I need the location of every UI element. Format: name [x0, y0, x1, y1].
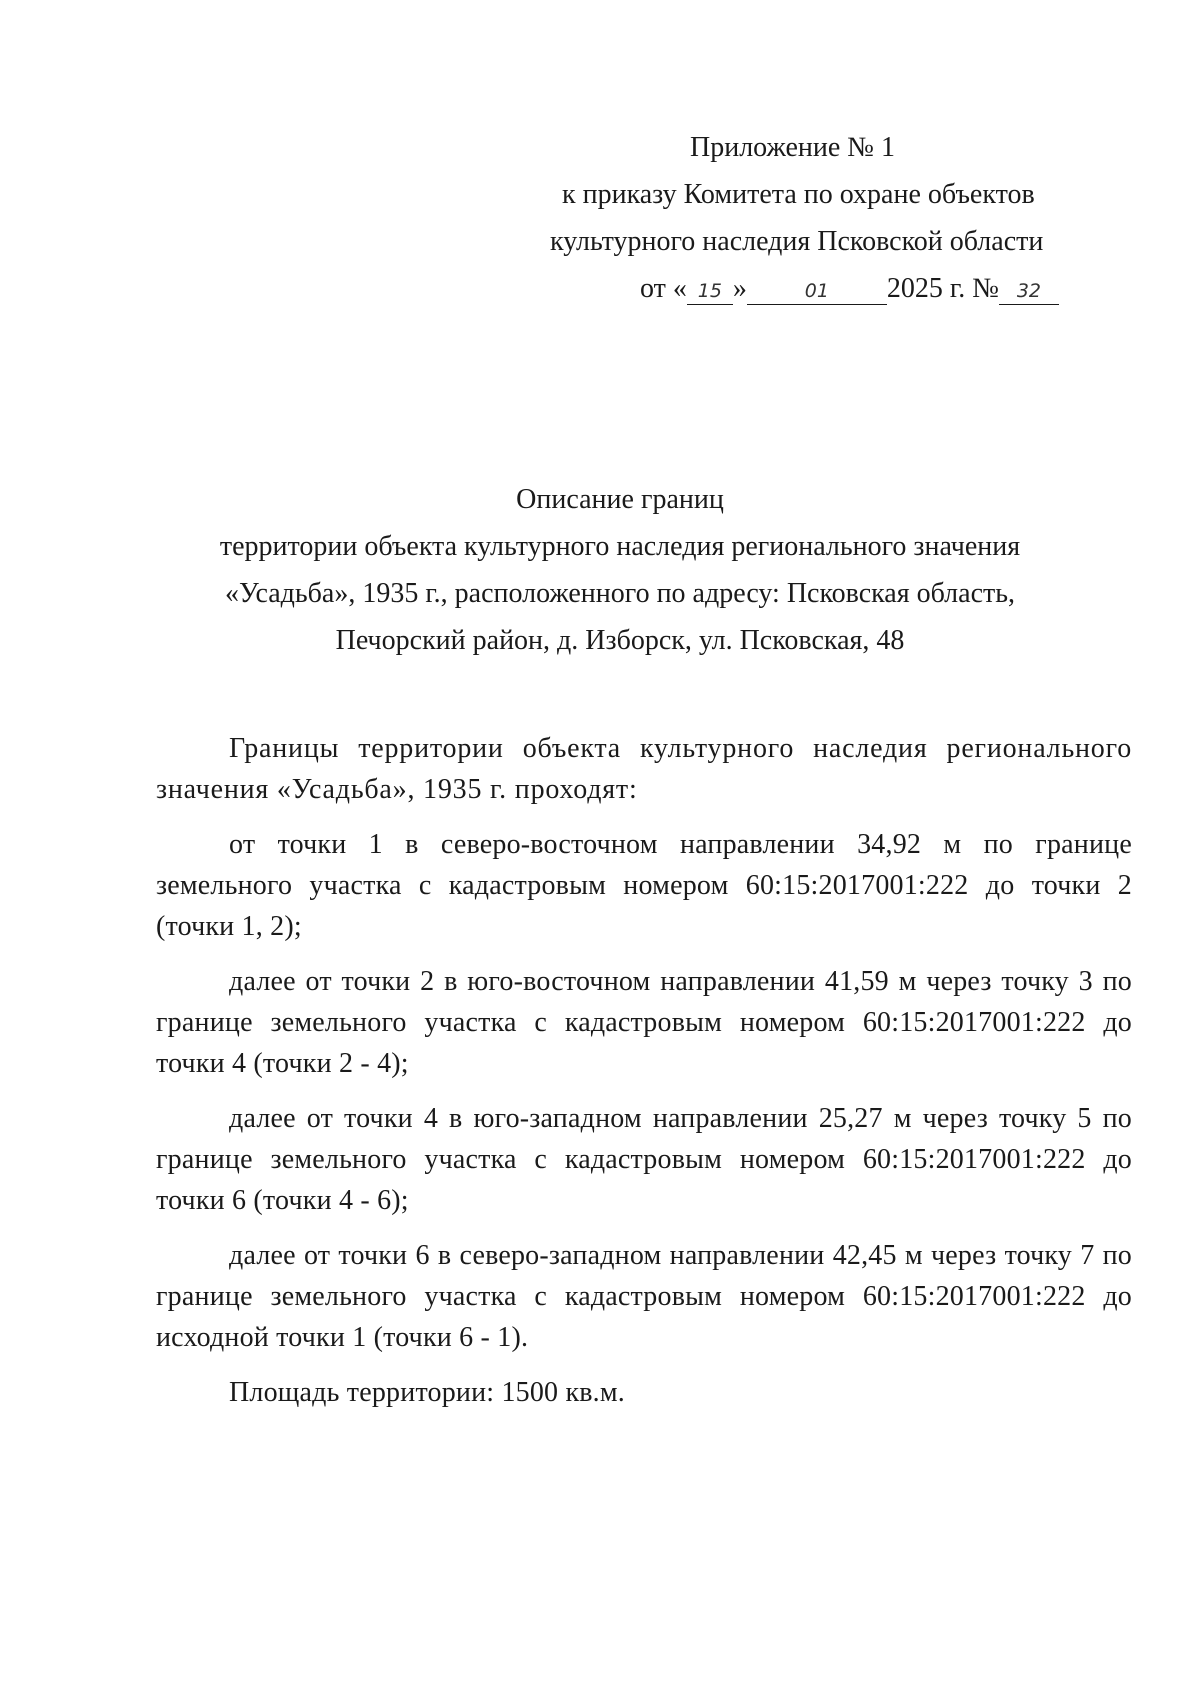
- annex-date-line: [560, 265, 1080, 312]
- document-body: [156, 728, 1132, 1427]
- year-text: 2025 г. №: [886, 273, 999, 304]
- document-heading: [150, 476, 1090, 664]
- paragraph-area: Площадь территории: 1500 кв.м.: [229, 1377, 626, 1408]
- annex-order-ref: к приказу Комитета по охране объектов: [562, 179, 1035, 210]
- number-handwritten: 32: [1016, 280, 1042, 302]
- paragraph-point-1: от точки 1 в северо-восточном направлении 34,92 м по границе земельного участка с кадастровым номером 60:15:2017001:222 до точки 2 (точки 1, 2);: [156, 829, 1132, 942]
- heading-title: Описание границ: [516, 484, 724, 515]
- annex-committee: культурного наследия Псковской области: [550, 226, 1044, 257]
- day-blank: [687, 274, 733, 305]
- number-blank: [999, 274, 1059, 305]
- paragraph-point-4: далее от точки 4 в юго-западном направлении 25,27 м через точку 5 по границе земельного участка с кадастровым номером 60:15:2017001:222 до точки 6 (точки 4 - 6);: [156, 1103, 1132, 1216]
- day-handwritten: 15: [697, 280, 722, 302]
- heading-line-2: территории объекта культурного наследия регионального значения: [219, 531, 1021, 562]
- paragraph-intro: Границы территории объекта культурного наследия регионального значения «Усадьба», 1935 г. проходят:: [156, 733, 1132, 805]
- month-handwritten: 01: [804, 280, 829, 302]
- heading-line-4: Печорский район, д. Изборск, ул. Псковская, 48: [335, 625, 905, 656]
- annex-number: Приложение № 1: [690, 132, 895, 163]
- paragraph-point-6: далее от точки 6 в северо-западном направлении 42,45 м через точку 7 по границе земельного участка с кадастровым номером 60:15:2017001:222 до исходной точки 1 (точки 6 - 1).: [156, 1240, 1132, 1353]
- heading-line-3: «Усадьба», 1935 г., расположенного по адресу: Псковская область,: [224, 578, 1015, 609]
- annex-header: [550, 124, 1080, 312]
- paragraph-point-2: далее от точки 2 в юго-восточном направлении 41,59 м через точку 3 по границе земельного участка с кадастровым номером 60:15:2017001:222 до точки 4 (точки 2 - 4);: [156, 966, 1132, 1079]
- date-mid: »: [732, 273, 747, 304]
- month-blank: [747, 274, 887, 305]
- date-prefix: от «: [640, 273, 687, 304]
